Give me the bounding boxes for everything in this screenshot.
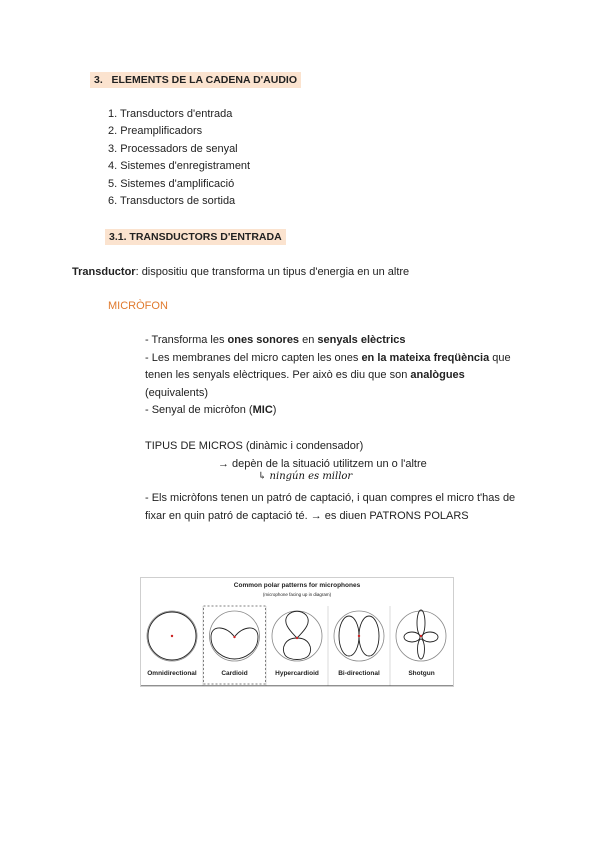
list-item: 3. Processadors de senyal bbox=[108, 142, 238, 155]
pattern-label: Omnidirectional bbox=[147, 670, 197, 677]
pattern-line-2: fixar en quin patró de captació té. → es diuen PATRONS POLARS bbox=[145, 509, 469, 522]
figure-subtitle: (microphone facing up in diagram) bbox=[262, 592, 332, 597]
polar-patterns-text bbox=[145, 490, 565, 525]
mic-types-note: → depèn de la situació utilitzem un o l'altre bbox=[218, 458, 427, 470]
text-run: - Les membranes del micro capten les ones bbox=[145, 351, 362, 364]
polar-patterns-figure bbox=[140, 577, 454, 687]
bold-run: MIC bbox=[252, 404, 273, 416]
definition-term: Transductor bbox=[72, 266, 136, 278]
text-run: - Senyal de micròfon ( bbox=[145, 404, 253, 416]
microfon-line-2 bbox=[145, 350, 565, 368]
transductor-definition bbox=[72, 264, 409, 282]
mic-types-title: TIPUS DE MICROS (dinàmic i condensador) bbox=[145, 440, 364, 452]
cardioid-pattern bbox=[210, 611, 260, 661]
bold-run: senyals elèctrics bbox=[317, 334, 406, 346]
text-run: - Transforma les bbox=[145, 334, 228, 346]
section-title: 3.1. TRANSDUCTORS D'ENTRADA bbox=[109, 231, 282, 243]
pattern-label: Hypercardioid bbox=[275, 670, 319, 677]
text-run: ) bbox=[272, 404, 277, 416]
microfon-line-4: (equivalents) bbox=[145, 386, 208, 399]
hypercardioid-pattern bbox=[272, 611, 322, 661]
omnidirectional-pattern bbox=[147, 611, 197, 661]
shotgun-pattern bbox=[396, 610, 446, 661]
text-run: que bbox=[489, 351, 511, 364]
pattern-label: Bi-directional bbox=[338, 670, 380, 677]
definition-text: : dispositiu que transforma un tipus d'energia en un altre bbox=[135, 266, 410, 278]
list-item: 6. Transductors de sortida bbox=[108, 195, 236, 208]
microfon-line-5 bbox=[145, 402, 565, 420]
bold-run: en la mateixa freqüència bbox=[361, 351, 490, 364]
list-item: 1. Transductors d'entrada bbox=[108, 108, 233, 120]
bold-run: ones sonores bbox=[227, 334, 300, 346]
pattern-line-1: - Els micròfons tenen un patró de captació, i quan compres el micro t'has de bbox=[145, 492, 516, 504]
handwritten-note: ↳ ningún es millor bbox=[258, 471, 353, 482]
microfon-line-1 bbox=[145, 332, 565, 350]
microfon-line-3 bbox=[145, 367, 565, 385]
microfon-heading: MICRÒFON bbox=[108, 300, 168, 312]
list-item: 2. Preamplificadors bbox=[108, 125, 203, 138]
audio-chain-list bbox=[108, 106, 250, 210]
section-number: 3. bbox=[94, 74, 103, 86]
bold-run: analògues bbox=[410, 369, 465, 381]
text-run: en bbox=[299, 334, 318, 346]
section-title: ELEMENTS DE LA CADENA D'AUDIO bbox=[111, 74, 298, 86]
section-3-heading bbox=[90, 72, 301, 88]
microfon-body bbox=[145, 332, 565, 420]
list-item: 5. Sistemes d'amplificació bbox=[108, 177, 235, 190]
pattern-label: Cardioid bbox=[221, 670, 248, 677]
section-3-1-heading bbox=[105, 229, 286, 245]
bidirectional-pattern bbox=[334, 611, 384, 661]
text-run: tenen les senyals elèctriques. Per això es diu que son bbox=[145, 369, 411, 381]
list-item: 4. Sistemes d'enregistrament bbox=[108, 160, 251, 173]
pattern-label: Shotgun bbox=[408, 670, 435, 677]
figure-title: Common polar patterns for microphones bbox=[233, 582, 361, 589]
